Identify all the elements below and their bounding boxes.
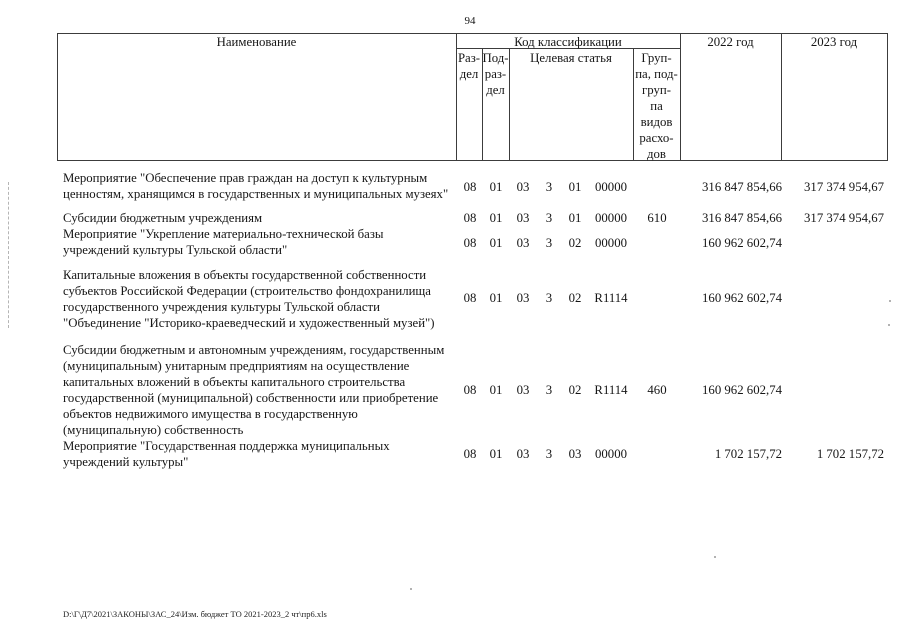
target-article-part: 03 (516, 291, 530, 305)
target-article-part: 01 (568, 180, 582, 194)
expense-group-code: 460 (647, 383, 667, 397)
budget-row (0, 170, 905, 201)
header-group-line: дов (647, 147, 666, 161)
row-name-line: учреждений культуры Тульской области" (63, 243, 288, 257)
razdel-code: 08 (463, 180, 477, 194)
target-article-part: R1114 (594, 291, 628, 305)
scan-speck (889, 300, 891, 302)
target-article-part: 3 (545, 211, 553, 225)
target-article-part: 3 (545, 180, 553, 194)
podrazdel-code: 01 (489, 180, 503, 194)
row-codes (0, 235, 905, 251)
target-article-part: 00000 (595, 447, 627, 461)
row-name-line: Мероприятие "Государственная поддержка муниципальных (63, 439, 390, 453)
row-name-line: (муниципальным) унитарным предприятиям на осуществление (63, 359, 410, 373)
target-article-part: 03 (516, 383, 530, 397)
row-name-line: ценностям, хранящимся в государственных и муниципальных музеях" (63, 187, 449, 201)
row-name-line: Субсидии бюджетным учреждениям (63, 211, 263, 225)
scan-speck (888, 324, 890, 326)
header-divider-codes (680, 33, 681, 160)
podrazdel-code: 01 (489, 211, 503, 225)
budget-row (0, 210, 905, 226)
header-razdel-line: дел (459, 67, 479, 81)
target-article-part: 03 (516, 447, 530, 461)
header-group-line: па (650, 99, 663, 113)
target-article-part: 3 (545, 236, 553, 250)
header-podrazdel-line: дел (486, 83, 505, 97)
header-group-line: расхо- (639, 131, 674, 145)
header-target-article: Целевая статья (530, 51, 612, 65)
header-razdel (456, 50, 482, 82)
target-article-part: 01 (568, 211, 582, 225)
amount-2022: 316 847 854,66 (702, 211, 782, 225)
target-article-part: R1114 (594, 383, 628, 397)
budget-row (0, 226, 905, 257)
podrazdel-code: 01 (489, 291, 503, 305)
scan-speck (714, 556, 716, 558)
podrazdel-code: 01 (489, 236, 503, 250)
header-divider-2022 (781, 33, 782, 160)
row-name-line: субъектов Российской Федерации (строительство фондохранилища (63, 284, 431, 298)
header-podrazdel-line: раз- (484, 67, 507, 81)
row-codes (0, 446, 905, 462)
header-name: Наименование (216, 35, 297, 49)
target-article-part: 02 (568, 383, 582, 397)
header-podrazdel (482, 50, 509, 98)
header-group-line: па, под- (635, 67, 678, 81)
expense-group-code: 610 (647, 211, 667, 225)
row-codes (0, 382, 905, 398)
amount-2023: 1 702 157,72 (816, 447, 884, 461)
budget-row (0, 267, 905, 330)
amount-2022: 160 962 602,74 (702, 291, 782, 305)
row-codes (0, 210, 905, 226)
budget-row (0, 438, 905, 469)
amount-2022: 1 702 157,72 (714, 447, 782, 461)
budget-row (0, 342, 905, 437)
row-name-line: Капитальные вложения в объекты государственной собственности (63, 268, 427, 282)
target-article-part: 00000 (595, 180, 627, 194)
header-classification: Код классификации (514, 35, 622, 49)
razdel-code: 08 (463, 291, 477, 305)
row-name-line: Мероприятие "Укрепление материально-технической базы (63, 227, 384, 241)
target-article-part: 3 (545, 383, 553, 397)
header-expense-group (633, 50, 680, 162)
target-article-part: 00000 (595, 211, 627, 225)
row-codes (0, 290, 905, 306)
razdel-code: 08 (463, 383, 477, 397)
header-razdel-line: Раз- (457, 51, 481, 65)
row-name-line: "Объединение "Историко-краеведческий и художественный музей") (63, 316, 435, 330)
target-article-part: 03 (516, 211, 530, 225)
target-article-part: 03 (568, 447, 582, 461)
row-name-line: учреждений культуры" (63, 455, 189, 469)
row-name-line: Субсидии бюджетным и автономным учреждениям, государственным (63, 343, 445, 357)
razdel-code: 08 (463, 236, 477, 250)
podrazdel-code: 01 (489, 383, 503, 397)
header-year-2023: 2023 год (810, 35, 858, 49)
header-group-line: видов (640, 115, 673, 129)
row-name-line: объектов недвижимого имущества в государственную (63, 407, 358, 421)
row-name-line: государственной (муниципальной) собственности или приобретение (63, 391, 439, 405)
header-podrazdel-line: Под- (482, 51, 509, 65)
target-article-part: 03 (516, 236, 530, 250)
target-article-part: 02 (568, 291, 582, 305)
podrazdel-code: 01 (489, 447, 503, 461)
row-name-line: (муниципальную) собственность (63, 423, 244, 437)
header-group-line: груп- (642, 83, 671, 97)
row-name-line: Мероприятие "Обеспечение прав граждан на доступ к культурным (63, 171, 428, 185)
razdel-code: 08 (463, 211, 477, 225)
header-group-line: Груп- (641, 51, 672, 65)
page-number: 94 (464, 15, 476, 27)
amount-2022: 160 962 602,74 (702, 236, 782, 250)
target-article-part: 03 (516, 180, 530, 194)
amount-2022: 316 847 854,66 (702, 180, 782, 194)
target-article-part: 00000 (595, 236, 627, 250)
row-name-line: государственного учреждения культуры Тульской области (63, 300, 380, 314)
amount-2023: 317 374 954,67 (804, 211, 884, 225)
target-article-part: 02 (568, 236, 582, 250)
file-path-footer: D:\Г\Д7\2021\ЗАКОНЫ\ЗАС_24\Изм. бюджет ТО 2021-2023_2 чт\пр6.xls (63, 609, 327, 619)
row-name-line: капитальных вложений в объекты капитального строительства (63, 375, 406, 389)
amount-2023: 317 374 954,67 (804, 180, 884, 194)
row-codes (0, 179, 905, 195)
target-article-part: 3 (545, 447, 553, 461)
scan-margin-artifact (8, 182, 9, 328)
razdel-code: 08 (463, 447, 477, 461)
scan-speck (410, 588, 412, 590)
header-year-2022: 2022 год (707, 35, 754, 49)
target-article-part: 3 (545, 291, 553, 305)
amount-2022: 160 962 602,74 (702, 383, 782, 397)
